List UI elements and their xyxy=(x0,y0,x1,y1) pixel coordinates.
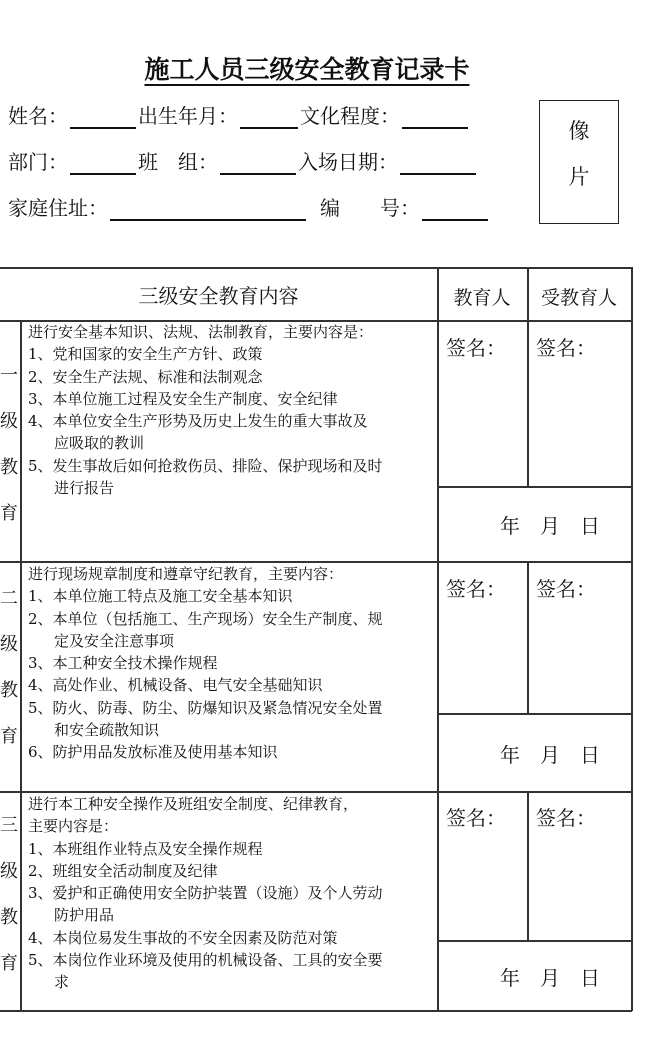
name-field[interactable] xyxy=(70,107,136,129)
content-line: 4、本单位安全生产形势及历史上发生的重大事故及 xyxy=(28,412,368,431)
content-line: 2、安全生产法规、标准和法制观念 xyxy=(28,367,263,386)
photo-box xyxy=(539,100,619,224)
education-field[interactable] xyxy=(402,107,468,129)
stage-char: 教 xyxy=(0,907,18,928)
photo-label-2: 片 xyxy=(568,165,590,189)
section-1-content xyxy=(28,321,440,499)
table-line xyxy=(0,267,632,269)
content-line: 1、本班组作业特点及安全操作规程 xyxy=(28,839,263,858)
stage-char: 教 xyxy=(0,457,18,478)
stage-char: 教 xyxy=(0,680,18,701)
header-content: 三级安全教育内容 xyxy=(138,284,299,308)
stage-char: 级 xyxy=(0,861,18,882)
page-title: 施工人员三级安全教育记录卡 xyxy=(144,55,470,84)
stage-char: 一 xyxy=(0,365,18,386)
educatee-sign-1[interactable]: 签名： xyxy=(536,336,596,360)
content-line: 5、防火、防毒、防尘、防爆知识及紧急情况安全处置 xyxy=(28,698,383,717)
content-line: 3、爱护和正确使用安全防护装置（设施）及个人劳动 xyxy=(28,884,383,903)
content-line: 3、本工种安全技术操作规程 xyxy=(28,654,218,673)
stage-char: 二 xyxy=(0,588,18,609)
content-line: 应吸取的教训 xyxy=(54,434,145,453)
date-1[interactable]: 年 月 日 xyxy=(500,514,600,538)
content-line: 5、本岗位作业环境及使用的机械设备、工具的安全要 xyxy=(28,951,383,970)
date-2[interactable]: 年 月 日 xyxy=(500,743,600,767)
address-field[interactable] xyxy=(110,199,306,221)
section-2-content xyxy=(28,563,440,764)
entry-date-label: 入场日期： xyxy=(298,150,398,174)
content-line: 3、本单位施工过程及安全生产制度、安全纪律 xyxy=(28,389,338,408)
birth-label: 出生年月： xyxy=(138,104,238,128)
stage-char: 级 xyxy=(0,634,18,655)
header-educator: 教育人 xyxy=(453,287,511,309)
content-line: 6、防护用品发放标准及使用基本知识 xyxy=(28,743,278,762)
stage-char: 育 xyxy=(0,503,18,524)
educatee-sign-3[interactable]: 签名： xyxy=(536,806,596,830)
content-line: 2、本单位（包括施工、生产现场）安全生产制度、规 xyxy=(28,609,383,628)
educator-sign-3[interactable]: 签名： xyxy=(446,806,506,830)
content-line: 1、本单位施工特点及施工安全基本知识 xyxy=(28,587,293,606)
content-line: 进行安全基本知识、法规、法制教育，主要内容是： xyxy=(28,323,374,341)
table-line xyxy=(631,267,633,1011)
stage-label-1 xyxy=(0,353,18,537)
content-line: 进行本工种安全操作及班组安全制度、纪律教育， xyxy=(28,795,359,813)
content-line: 防护用品 xyxy=(54,906,115,925)
department-field[interactable] xyxy=(70,153,136,175)
educator-sign-1[interactable]: 签名： xyxy=(446,336,506,360)
table-line xyxy=(20,320,22,1011)
number-field[interactable] xyxy=(422,199,488,221)
info-row-2 xyxy=(8,146,478,175)
education-label: 文化程度： xyxy=(300,104,400,128)
number-label: 编 号： xyxy=(320,196,420,220)
stage-char: 育 xyxy=(0,953,18,974)
content-line: 5、发生事故后如何抢救伤员、排险、保护现场和及时 xyxy=(28,456,383,475)
table-line xyxy=(527,791,529,941)
content-line: 主要内容是： xyxy=(28,817,119,836)
content-line: 4、高处作业、机械设备、电气安全基础知识 xyxy=(28,676,323,695)
name-label: 姓名： xyxy=(8,104,68,128)
section-3-content xyxy=(28,793,440,994)
content-line: 求 xyxy=(54,973,70,992)
info-row-3 xyxy=(8,192,490,221)
department-label: 部门： xyxy=(8,150,68,174)
address-label: 家庭住址： xyxy=(8,196,108,220)
content-line: 进行现场规章制度和遵章守纪教育，主要内容： xyxy=(28,565,344,583)
content-line: 4、本岗位易发生事故的不安全因素及防范对策 xyxy=(28,928,338,947)
birth-field[interactable] xyxy=(240,107,298,129)
team-label: 班 组： xyxy=(138,150,218,174)
info-row-1 xyxy=(8,100,470,129)
stage-char: 级 xyxy=(0,411,18,432)
entry-date-field[interactable] xyxy=(400,153,476,175)
content-line: 和安全疏散知识 xyxy=(54,721,160,740)
photo-label-1: 像 xyxy=(568,119,590,143)
content-line: 1、党和国家的安全生产方针、政策 xyxy=(28,345,263,364)
table-line xyxy=(437,940,632,942)
table-line xyxy=(437,713,632,715)
stage-char: 三 xyxy=(0,815,18,836)
header-educatee: 受教育人 xyxy=(540,287,617,309)
stage-label-3 xyxy=(0,803,18,987)
table-line xyxy=(0,1010,632,1012)
content-line: 进行报告 xyxy=(54,479,115,498)
educatee-sign-2[interactable]: 签名： xyxy=(536,577,596,601)
date-3[interactable]: 年 月 日 xyxy=(500,966,600,990)
table-line xyxy=(527,561,529,714)
team-field[interactable] xyxy=(220,153,296,175)
educator-sign-2[interactable]: 签名： xyxy=(446,577,506,601)
stage-label-2 xyxy=(0,576,18,760)
content-line: 2、班组安全活动制度及纪律 xyxy=(28,861,218,880)
content-line: 定及安全注意事项 xyxy=(54,631,175,650)
table-line xyxy=(437,486,632,488)
stage-char: 育 xyxy=(0,726,18,747)
